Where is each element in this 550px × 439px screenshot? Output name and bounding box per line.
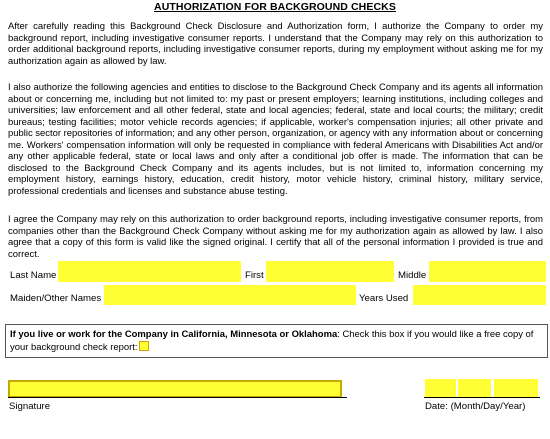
last-name-field[interactable] [58, 261, 241, 282]
years-used-label: Years Used [359, 293, 409, 304]
first-name-label: First [245, 270, 264, 281]
disclosure-paragraph-1: After carefully reading this Background Check Disclosure and Authorization form, I authorize the Company to order my background report, including investigative consumer reports. I understand that the Company may rely on this authorization to order additional background reports, including investigative consumer reports, during my employment without asking me for my authorization again as allowed by law. [8, 21, 543, 67]
state-copy-bold-text: If you live or work for the Company in California, Minnesota or Oklahoma [10, 329, 338, 340]
maiden-names-label: Maiden/Other Names [10, 293, 102, 304]
free-copy-checkbox[interactable] [139, 341, 149, 351]
signature-underline [8, 397, 347, 398]
disclosure-paragraph-2: I also authorize the following agencies and entities to disclose to the Background Check Company and its agents all information about or concerning me, including but not limited to: my past or present employers; learning institutions, including colleges and universities; law enforcement and all other federal, state and local agencies; federal, state and local courts; the military; credit bureaus; testing facilities; motor vehicle records agencies; if applicable, worker's compensation injuries; all other private and public sector repositories of information; and any other person, organization, or agency with any information about or concerning me. Workers' compensation information will only be requested in compliance with federal Americans with Disabilities Act and/or any other applicable federal, state or local laws and only after a conditional job offer is made. The information that can be disclosed to the Background Check Company and its agents includes, but is not limited to, information concerning my employment history, earnings history, education, credit history, motor vehicle history, criminal history, military service, professional credentials and licenses and substance abuse testing. [8, 82, 543, 197]
signature-field[interactable] [8, 380, 342, 398]
date-day-field[interactable] [458, 379, 491, 398]
middle-name-field[interactable] [429, 261, 546, 282]
page-title: AUTHORIZATION FOR BACKGROUND CHECKS [154, 1, 396, 13]
maiden-names-field[interactable] [104, 285, 356, 305]
first-name-field[interactable] [266, 261, 394, 282]
date-year-field[interactable] [494, 379, 538, 398]
date-month-field[interactable] [425, 379, 456, 398]
date-label: Date: (Month/Day/Year) [425, 401, 526, 412]
disclosure-paragraph-3: I agree the Company may rely on this authorization to order background reports, including investigative consumer reports, from companies other than the Background Check Company without asking me for my authorization again as allowed by law. I also agree that a copy of this form is valid like the signed original. I certify that all of the personal information I provided is true and correct. [8, 214, 543, 260]
date-underline [424, 397, 540, 398]
middle-name-label: Middle [398, 270, 427, 281]
state-copy-box [5, 324, 548, 358]
years-used-field[interactable] [413, 285, 546, 305]
state-copy-instruction: : Check this box if you would like a free copy of your background check report: [10, 329, 534, 353]
signature-label: Signature [9, 401, 51, 412]
state-copy-text [10, 329, 542, 353]
last-name-label: Last Name [10, 270, 57, 281]
